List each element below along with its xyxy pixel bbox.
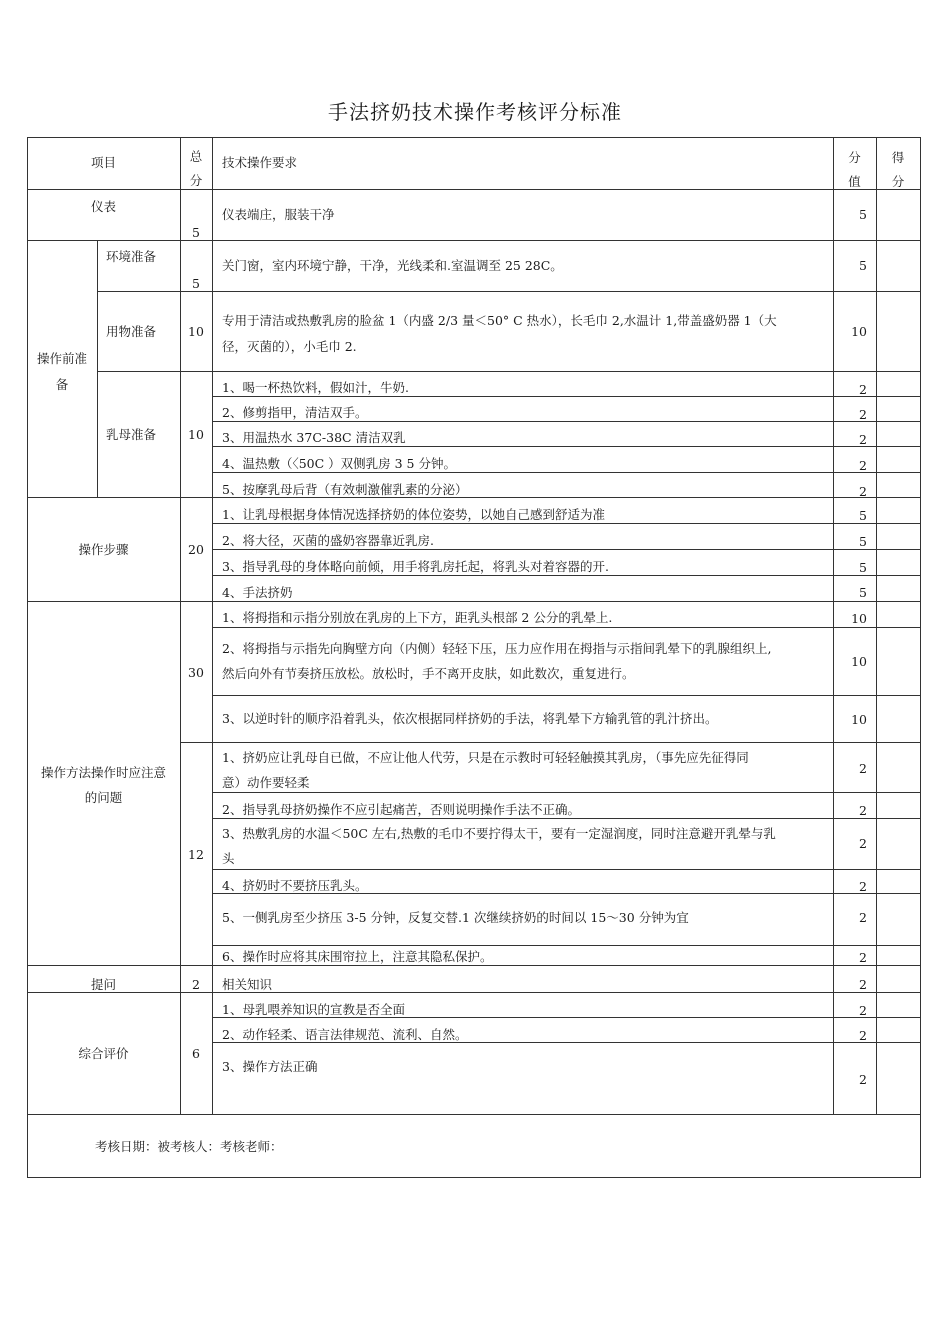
value-cell: 10 (851, 324, 867, 339)
value-cell: 2 (859, 1072, 867, 1087)
value-cell: 5 (859, 207, 867, 222)
header-value-1: 分 (848, 150, 861, 165)
value-cell: 2 (859, 836, 867, 851)
list-item: 1、母乳喂养知识的宣教是否全面 (222, 1002, 405, 1017)
row-divider (27, 601, 921, 602)
list-item: 2、动作轻柔、语言法律规范、流利、自然。 (222, 1027, 468, 1042)
value-cell: 2 (859, 950, 867, 965)
subsection-mother-label: 乳母准备 (106, 427, 157, 442)
list-item: 4、温热敷（〈50C ）双侧乳房 3 5 分钟。 (222, 456, 456, 471)
section-appearance-label: 仪表 (90, 199, 116, 214)
value-cell: 2 (859, 803, 867, 818)
column-divider (212, 137, 213, 1115)
list-item: 3、热敷乳房的水温＜50C 左右,热敷的毛巾不要拧得太干，要有一定湿润度，同时注意避开乳晕与乳 (222, 826, 776, 841)
header-requirement: 技术操作要求 (222, 155, 298, 170)
value-cell: 2 (859, 761, 867, 776)
value-cell: 2 (859, 977, 867, 992)
list-item: 3、以逆时针的顺序沿着乳头，依次根据同样挤奶的手法，将乳晕下方输乳管的乳汁挤出。 (222, 711, 718, 726)
value-cell: 2 (859, 458, 867, 473)
header-value-2: 值 (848, 174, 861, 189)
section-steps-total: 20 (188, 542, 204, 557)
section-question-total: 2 (192, 977, 200, 992)
row-divider (27, 240, 921, 241)
list-item: 2、将大径，灭菌的盛奶容器靠近乳房. (222, 533, 434, 548)
section-overall-label: 综合评价 (78, 1046, 129, 1061)
requirement-text: 仪表端庄，服装干净 (222, 207, 335, 222)
subsection-env-label: 环境准备 (106, 249, 157, 264)
table-border-top (27, 137, 921, 138)
table-border-right (920, 137, 921, 1178)
header-total-1: 总 (189, 149, 203, 164)
row-divider (212, 792, 921, 793)
list-item: 5、按摩乳母后背（有效刺激催乳素的分泌） (222, 482, 468, 497)
row-divider (97, 291, 921, 292)
subsection-supplies-label: 用物准备 (106, 324, 157, 339)
section-steps-label: 操作步骤 (78, 542, 129, 557)
method-part1-total: 30 (188, 665, 204, 680)
section-question-label: 提问 (90, 977, 116, 992)
list-item: 1、喝一杯热饮料，假如汁，牛奶. (222, 380, 409, 395)
list-item: 头 (222, 851, 235, 866)
header-score-1: 得 (891, 150, 905, 165)
list-item: 2、将拇指与示指先向胸壁方向（内侧）轻轻下压，压力应作用在拇指与示指间乳晕下的乳腺组织上, (222, 641, 772, 656)
value-cell: 5 (859, 560, 867, 575)
list-item: 3、操作方法正确 (222, 1059, 318, 1074)
subsection-mother-total: 10 (188, 427, 204, 442)
list-item: 2、修剪指甲，清洁双手。 (222, 405, 368, 420)
header-item: 项目 (90, 155, 116, 170)
value-cell: 5 (859, 534, 867, 549)
list-item: 然后向外有节奏挤压放松。放松时，手不离开皮肤，如此数次，重复进行。 (222, 666, 635, 681)
value-cell: 2 (859, 910, 867, 925)
list-item: 3、用温热水 37C-38C 清洁双乳 (222, 430, 406, 445)
value-cell: 5 (859, 585, 867, 600)
value-cell: 5 (859, 508, 867, 523)
section-overall-total: 6 (192, 1046, 200, 1061)
value-cell: 2 (859, 382, 867, 397)
row-divider (27, 497, 921, 498)
table-border-left (27, 137, 28, 1178)
subsection-env-total: 5 (192, 276, 200, 291)
value-cell: 2 (859, 879, 867, 894)
list-item: 4、挤奶时不要挤压乳头。 (222, 878, 368, 893)
list-item: 5、一侧乳房至少挤压 3-5 分钟，反复交替.1 次继续挤奶的时间以 15〜30 分钟为宜 (222, 910, 689, 925)
value-cell: 2 (859, 407, 867, 422)
list-item: 1、让乳母根据身体情况选择挤奶的体位姿势，以她自己感到舒适为准 (222, 507, 605, 522)
row-divider (212, 695, 921, 696)
requirement-text: 径，灭菌的），小毛巾 2. (222, 339, 357, 354)
list-item: 3、指导乳母的身体略向前倾，用手将乳房托起，将乳头对着容器的开. (222, 559, 609, 574)
table-border-bottom (27, 1177, 921, 1178)
list-item: 1、挤奶应让乳母自已做，不应让他人代劳，只是在示教时可轻轻触摸其乳房，（事先应先征得同 (222, 750, 749, 765)
requirement-text: 关门窗，室内环境宁静，干净，光线柔和.室温调至 25 28C。 (222, 258, 563, 273)
column-divider (97, 240, 98, 498)
page-title: 手法挤奶技术操作考核评分标准 (328, 100, 622, 124)
value-cell: 10 (851, 611, 867, 626)
value-cell: 2 (859, 484, 867, 499)
header-score-2: 分 (891, 174, 905, 189)
value-cell: 10 (851, 712, 867, 727)
header-total-2: 分 (189, 173, 203, 188)
requirement-text: 专用于清洁或热敷乳房的脸盆 1（内盛 2/3 量＜50° C 热水），长毛巾 2,水温计 1,带盖盛奶器 1（大 (222, 313, 777, 328)
row-divider (97, 371, 921, 372)
value-cell: 2 (859, 432, 867, 447)
value-cell: 5 (859, 258, 867, 273)
section-method-label-1: 操作方法操作时应注意 (40, 765, 166, 780)
requirement-text: 相关知识 (222, 977, 273, 992)
list-item: 2、指导乳母挤奶操作不应引起痛苦，否则说明操作手法不正确。 (222, 802, 580, 817)
value-cell: 10 (851, 654, 867, 669)
list-item: 1、将拇指和示指分别放在乳房的上下方，距乳头根部 2 公分的乳晕上. (222, 610, 613, 625)
method-part2-total: 12 (188, 847, 204, 862)
section-method-label-2: 的问题 (84, 790, 123, 805)
exam-signature-line: 考核日期：被考核人：考核老师： (95, 1139, 283, 1154)
section-prep-label-1: 操作前准 (36, 351, 87, 366)
scoring-table (27, 137, 921, 1178)
value-cell: 2 (859, 1028, 867, 1043)
row-divider (180, 742, 921, 743)
section-prep-label-2: 备 (55, 377, 69, 392)
list-item: 意）动作要轻柔 (222, 775, 310, 790)
value-cell: 2 (859, 1003, 867, 1018)
section-appearance-total: 5 (192, 225, 200, 240)
row-divider (27, 189, 921, 190)
list-item: 4、手法挤奶 (222, 585, 293, 600)
row-divider (212, 869, 921, 870)
column-divider (876, 137, 877, 1115)
row-divider (27, 1114, 921, 1115)
subsection-supplies-total: 10 (188, 324, 204, 339)
list-item: 6、操作时应将其床围帘拉上，注意其隐私保护。 (222, 949, 493, 964)
